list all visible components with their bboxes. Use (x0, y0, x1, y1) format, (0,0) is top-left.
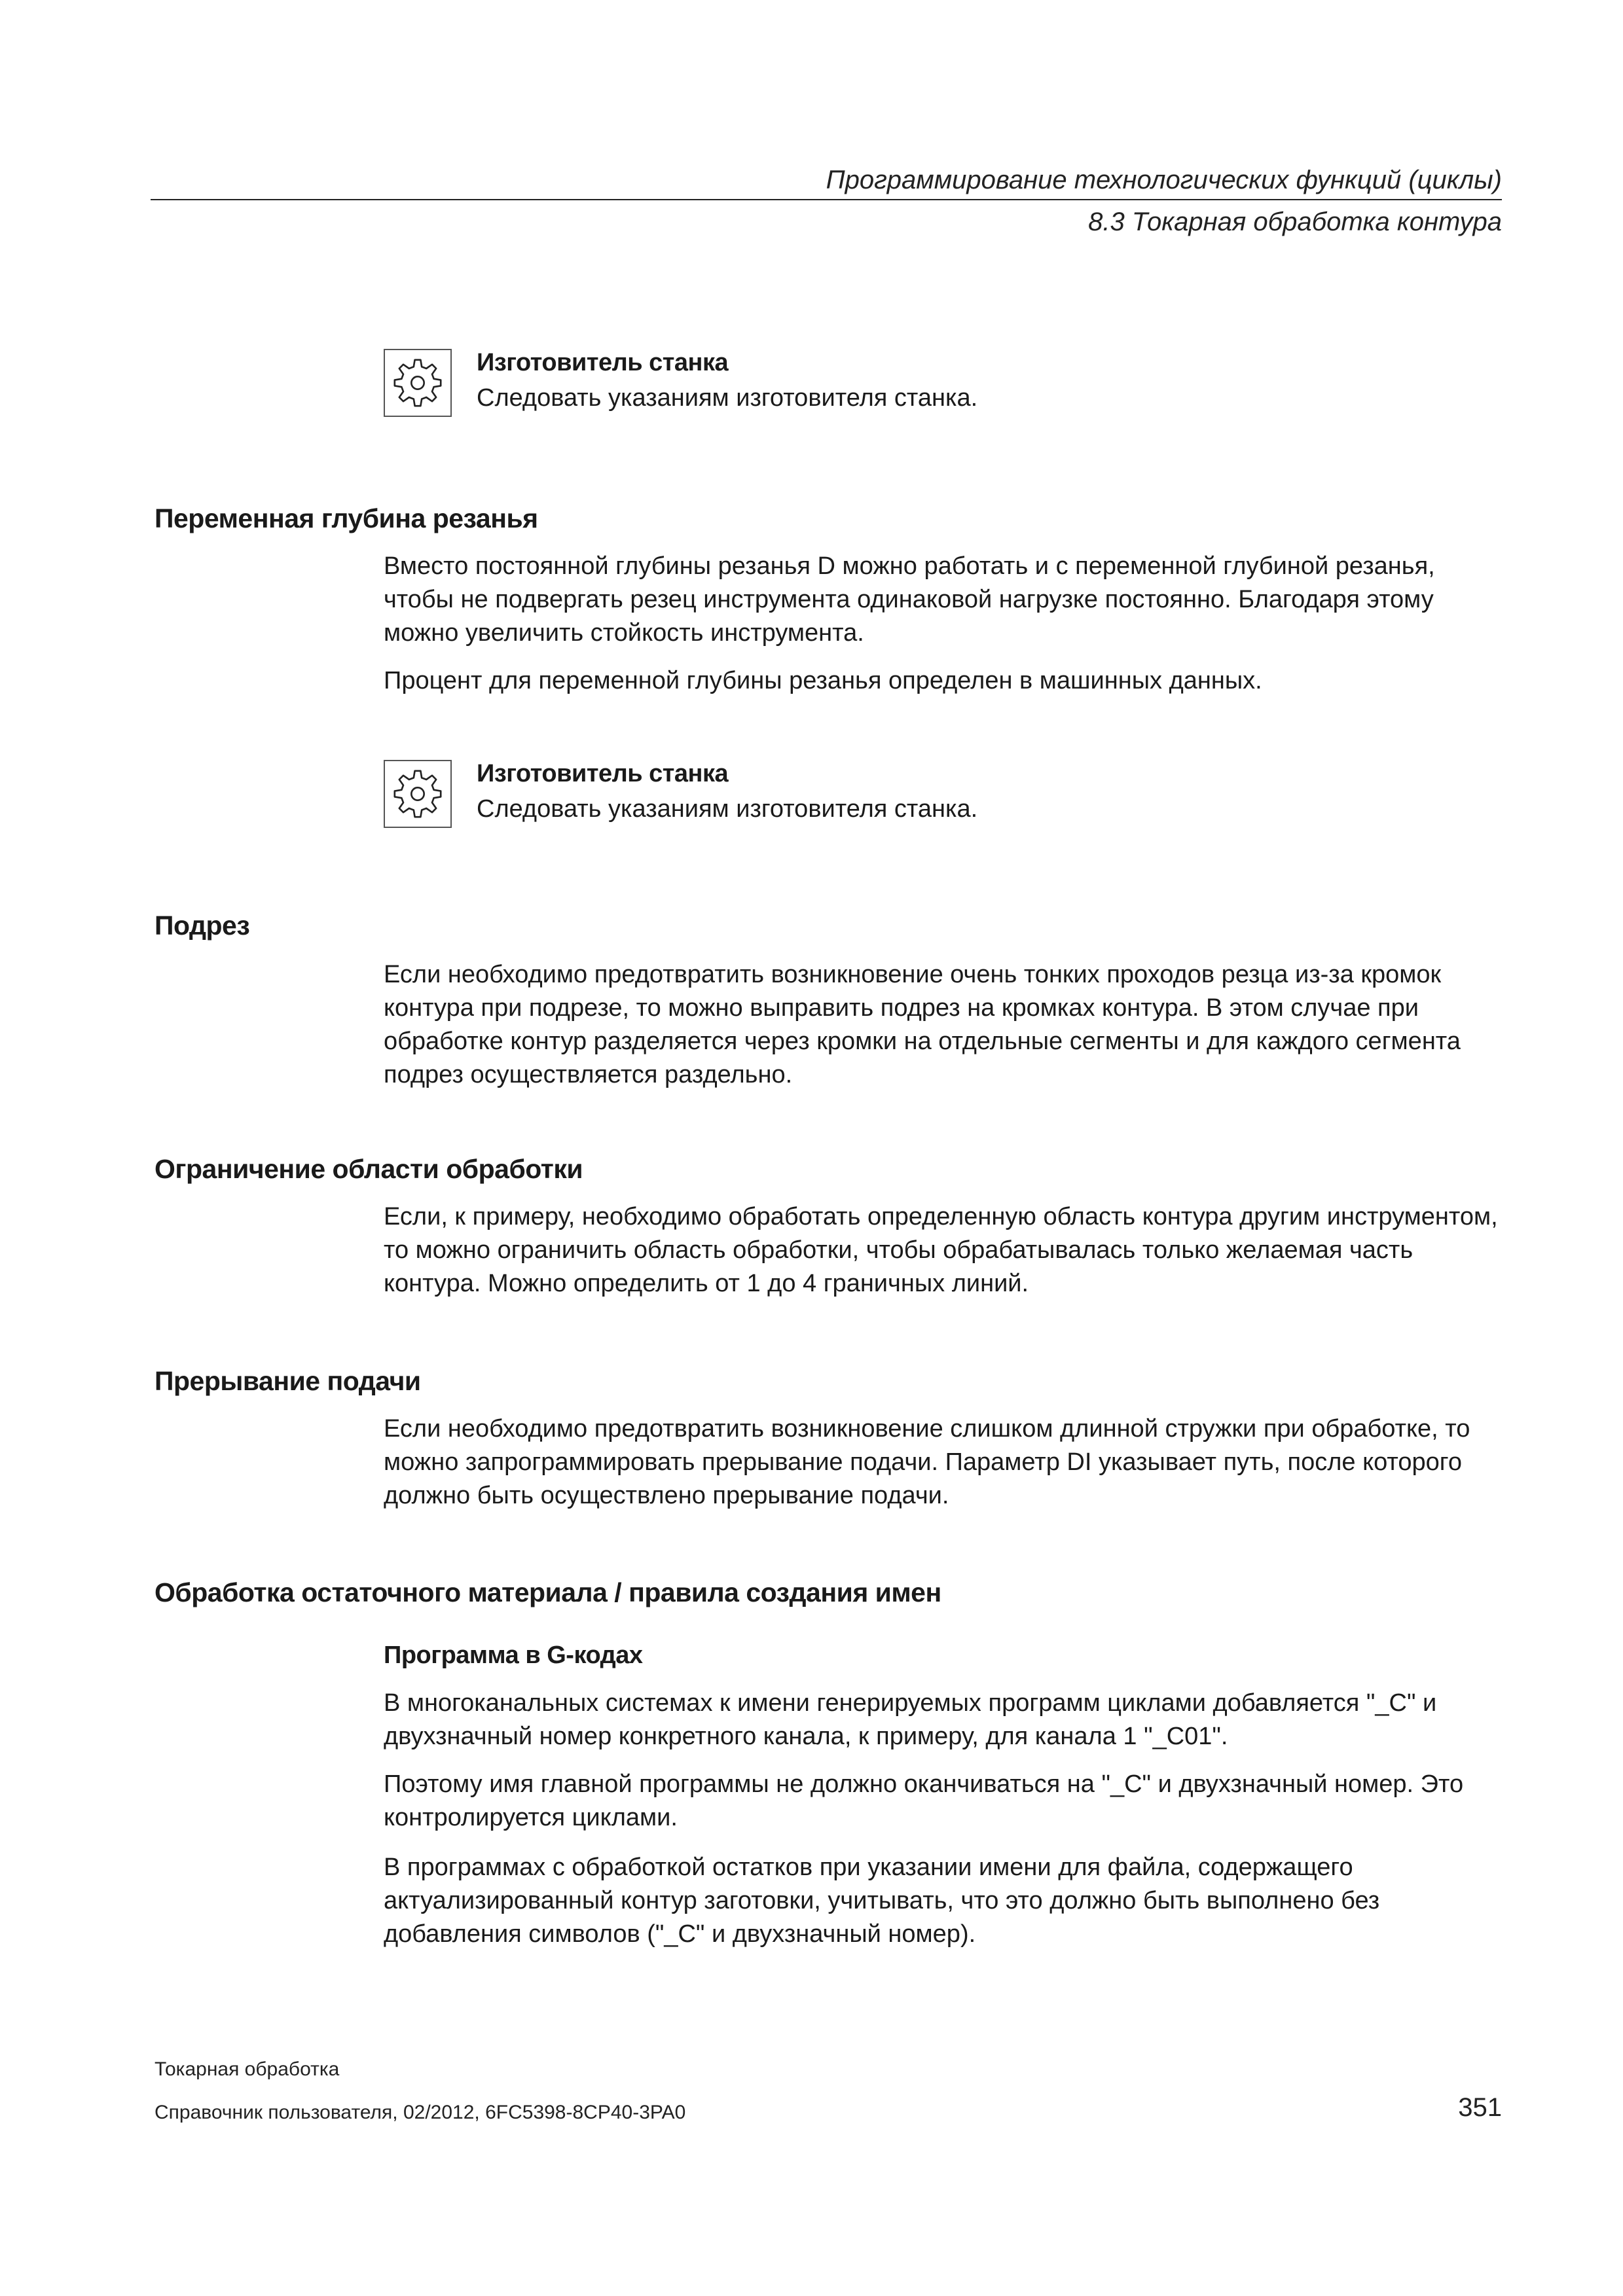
running-header-section: 8.3 Токарная обработка контура (1088, 207, 1502, 236)
footer-product: Токарная обработка (155, 2058, 340, 2080)
section-heading: Переменная глубина резанья (155, 503, 538, 533)
manufacturer-note (384, 349, 1497, 421)
body-paragraph: В многоканальных системах к имени генерируемых программ циклами добавляется "_C" и двухзначный номер конкретного канала, к примеру, для канала 1 "_C01". (384, 1689, 1437, 1750)
footer-manual: Справочник пользователя, 02/2012, 6FC5398-8CP40-3PA0 (155, 2102, 686, 2123)
body-paragraph: Вместо постоянной глубины резанья D можно работать и с переменной глубиной резанья, чтобы не подвергать резец инструмента одинаковой нагрузке постоянно. Благодаря этому можно увеличить стойкость инструмента. (384, 552, 1435, 647)
section-heading: Подрез (155, 910, 250, 941)
body-paragraph: Если необходимо предотвратить возникновение очень тонких проходов резца из-за кромок контура при подрезе, то можно выправить подрез на кромках контура. В этом случае при обработке контур разделяется через кромки на отдельные сегменты и для каждого сегмента подрез осуществляется раздельно. (384, 961, 1461, 1088)
page-number: 351 (1458, 2093, 1502, 2122)
note-title: Изготовитель станка (477, 349, 729, 376)
manufacturer-note (384, 760, 1497, 832)
body-paragraph: Если необходимо предотвратить возникновение слишком длинной стружки при обработке, то можно запрограммировать прерывание подачи. Параметр DI указывает путь, после которого должно быть осуществлено прерывание подачи. (384, 1415, 1470, 1509)
header-rule (151, 199, 1502, 200)
body-paragraph: Поэтому имя главной программы не должно оканчиваться на "_C" и двухзначный номер. Это контролируется циклами. (384, 1770, 1464, 1831)
note-text: Следовать указаниям изготовителя станка. (477, 384, 978, 412)
section-heading: Обработка остаточного материала / правила создания имен (155, 1577, 941, 1607)
section-heading: Прерывание подачи (155, 1366, 421, 1396)
section-heading: Ограничение области обработки (155, 1154, 583, 1184)
gear-icon (384, 349, 452, 417)
body-paragraph: В программах с обработкой остатков при указании имени для файла, содержащего актуализированный контур заготовки, учитывать, что это должно быть выполнено без добавления символов ("_C" и двухзначный номер). (384, 1854, 1380, 1948)
note-text: Следовать указаниям изготовителя станка. (477, 795, 978, 823)
body-paragraph: Процент для переменной глубины резанья определен в машинных данных. (384, 667, 1262, 694)
running-header-chapter: Программирование технологических функций (циклы) (826, 166, 1502, 194)
note-title: Изготовитель станка (477, 760, 729, 787)
body-paragraph: Если, к примеру, необходимо обработать определенную область контура другим инструментом, то можно ограничить область обработки, чтобы обрабатывалась только желаемая часть контура. Можно определить от 1 до 4 граничных линий. (384, 1203, 1498, 1297)
subsection-heading: Программа в G-кодах (384, 1641, 643, 1669)
gear-icon (384, 760, 452, 828)
